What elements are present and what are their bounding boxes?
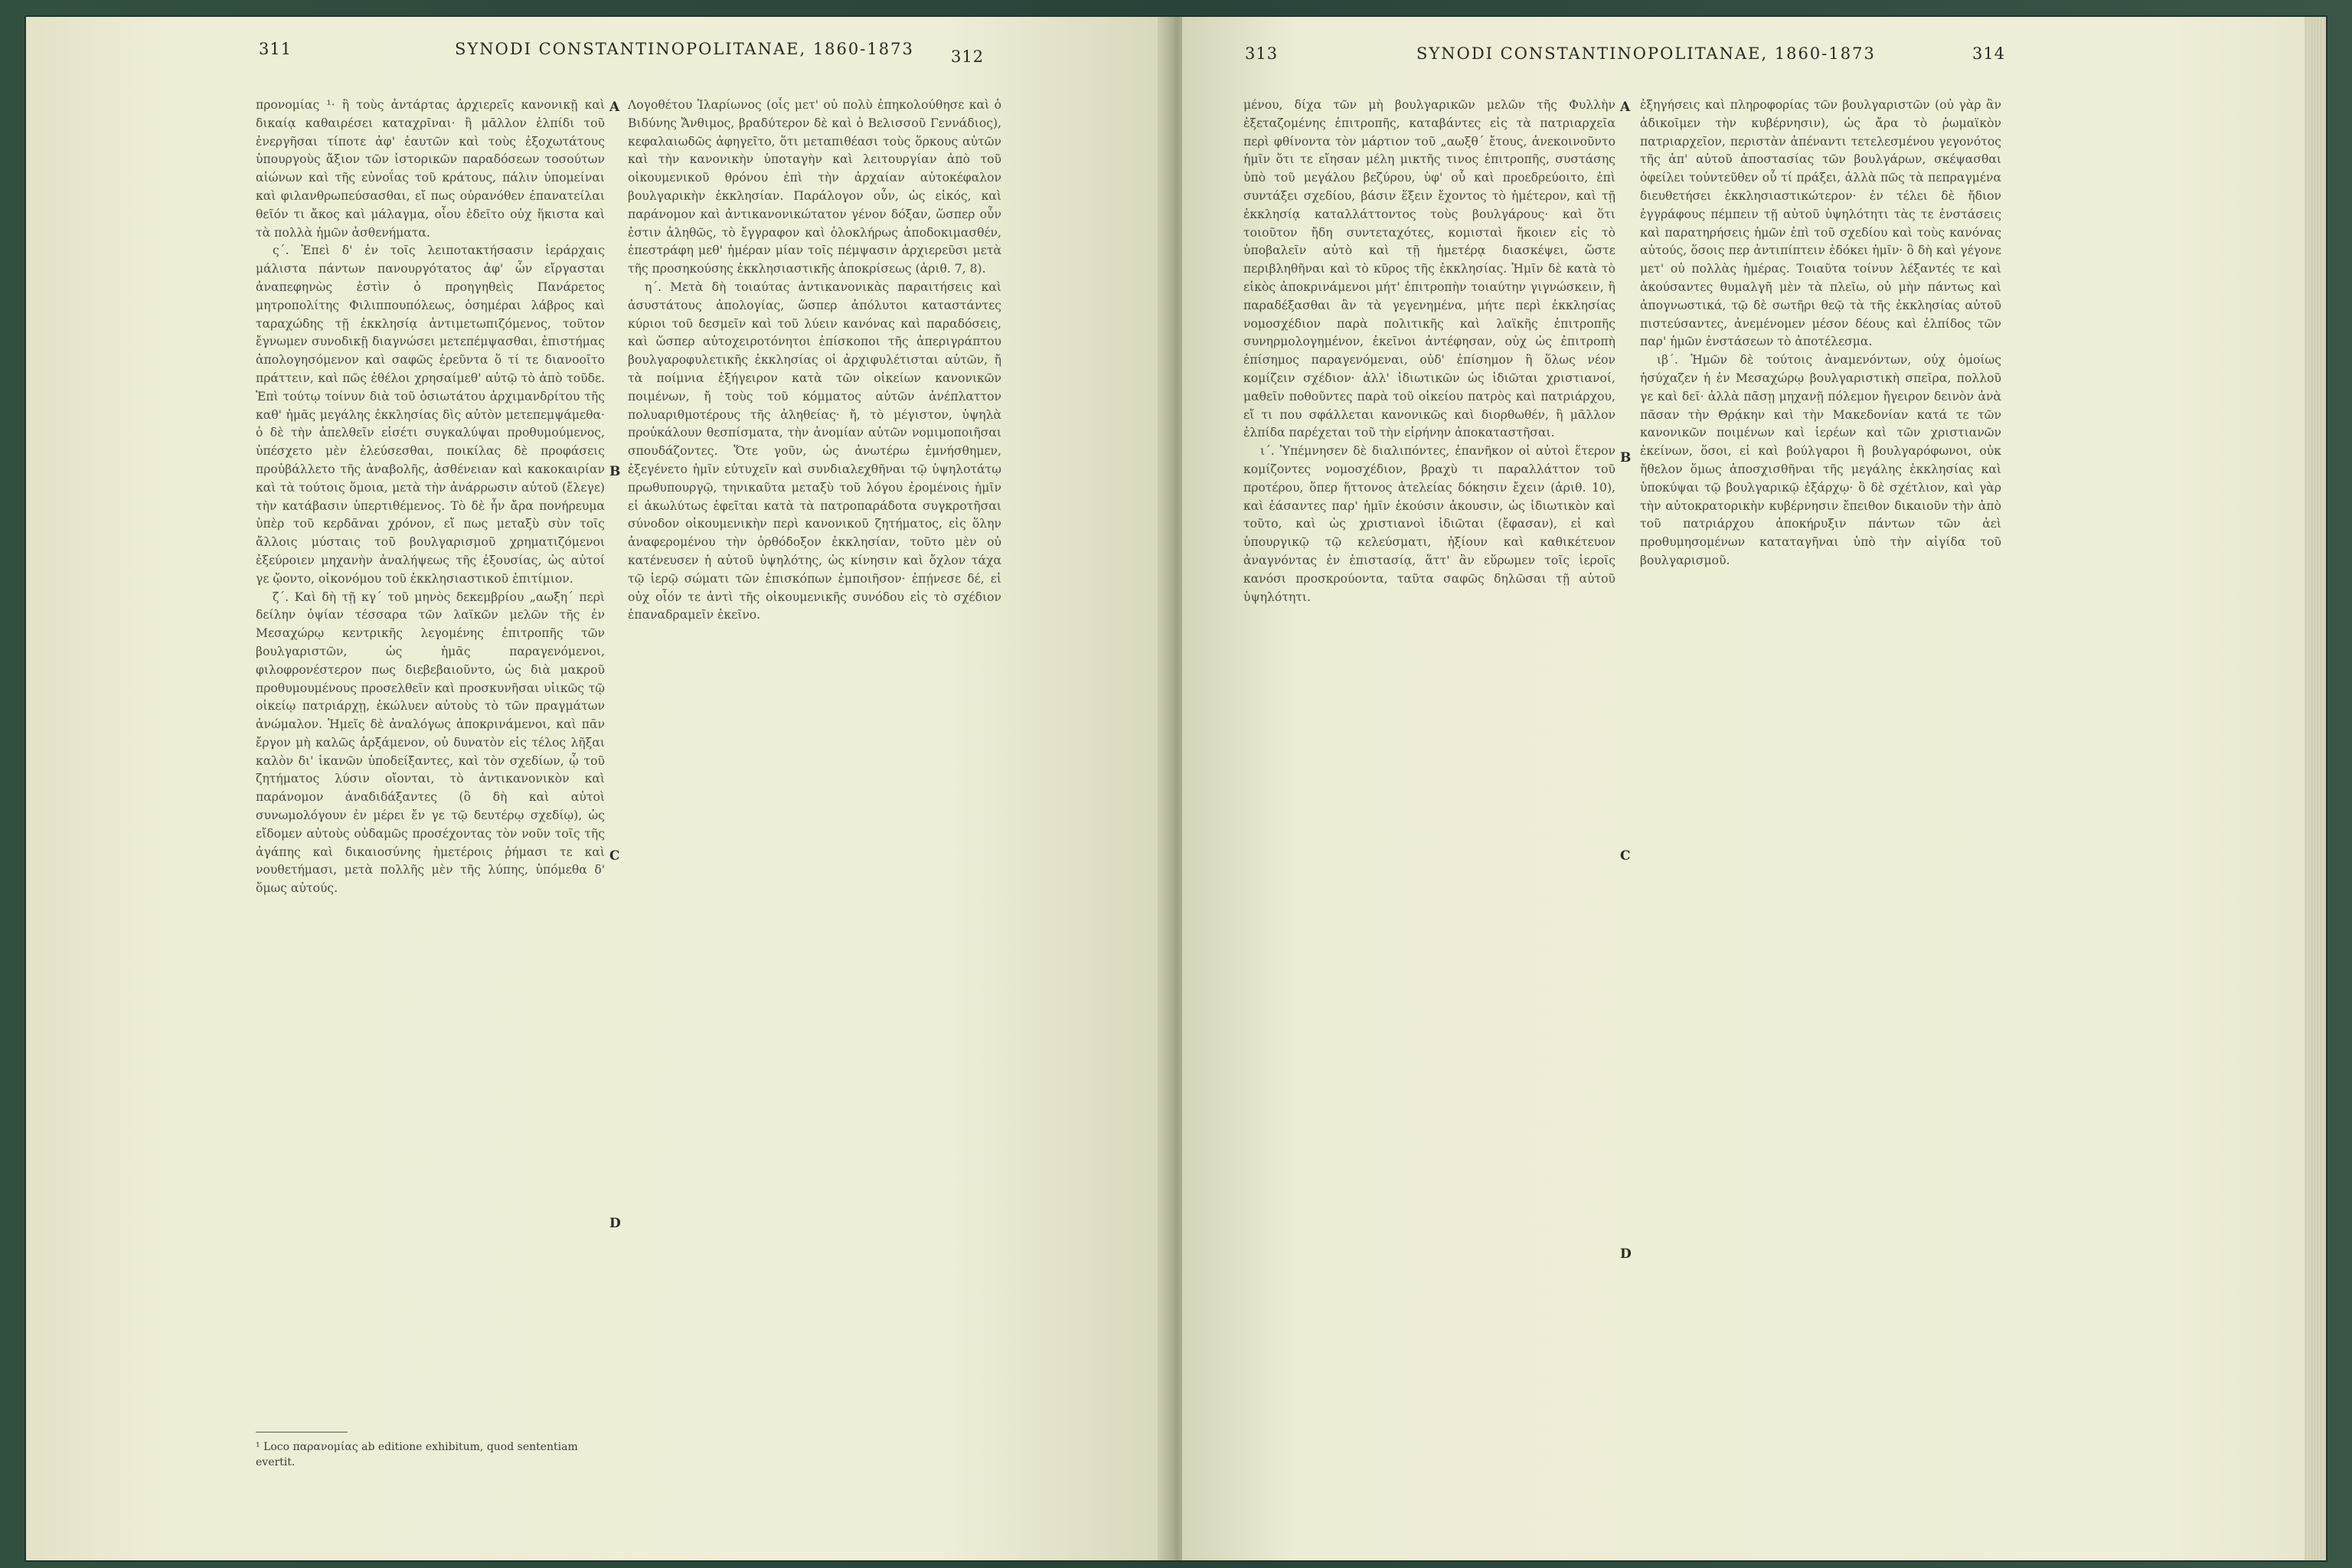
footnote: ¹ Loco παρανομίας ab editione exhibitum, quod sententiam evertit. — [256, 1441, 578, 1468]
paragraph: ς΄. Ἐπεὶ δ' ἐν τοῖς λειποτακτήσασιν ἱεράρχαις μάλιστα πάντων πανουργότατος ἀφ' ὧν εἴργασται ἀναπεφηνὼς ἐστὶν ὁ προηγηθεὶς Πανάρετος μητροπολίτης Φιλιππουπόλεως, ὁσημέραι λάβρος καὶ ταραχώδης τῇ ἐκκλησίᾳ ἀντιμετωπιζόμενος, τοῦτον ἔγνωμεν συνοδικῇ διαγνώσει μετεπέμψασθαι, ἐπιστήμας ἀπολογησόμενον καὶ σαφῶς ἐρεῦντα ὅ τί τε διανοοῖτο πράττειν, καὶ πῶς ἐθέλοι χρησαίμεθ' αὐτῷ τὸ ἀπὸ τοῦδε. Ἐπὶ τούτῳ τοίνυν διὰ τοῦ ὁσιωτάτου ἀρχιμανδρίτου τῆς καθ' ἡμᾶς μεγάλης ἐκκλησίας δὶς αὐτὸν μετεπεμψάμεθα· ὁ δὲ τὴν ἀπελθεῖν εἰσέτι συγκαλύψαι προθυμούμενος, ὑπέσχετο μὲν ἐλεύσεσθαι, ποικίλας δὲ προφάσεις προὐβάλλετο τῆς ἀναβολῆς, ἀσθένειαν καὶ κακοκαιρίαν καὶ τὰ τούτοις ὅμοια, μετὰ τὴν ἀνάρρωσιν αὐτοῦ (ἔλεγε) τὴν κατάβασιν ὑπερτιθέμενος. Τὸ δὲ ἦν ἄρα πονήρευμα ὑπὲρ τοῦ κερδᾶναι χρόνον, εἴ πως μεταξὺ σὺν τοῖς ἄλλοις μύσταις τοῦ βουλγαρισμοῦ χρηματιζόμενοι ἐξεύροιεν μηχανὴν ἀναλήψεως τῆς ἐξουσίας, ὡς αὐτοί γε ᾤοντο, οἰκονόμου τοῦ ἐκκλησιαστικοῦ ἐπιτίμιον. — [256, 243, 605, 586]
margin-letter-b: B — [609, 464, 621, 479]
running-title-right: SYNODI CONSTANTINOPOLITANAE, 1860-1873 — [1416, 44, 1876, 63]
paragraph: ι΄. Ὑπέμνησεν δὲ διαλιπόντες, ἐπανῆκον οἱ αὐτοὶ ἕτερον κομίζοντες νομοσχέδιον, βραχὺ τι παραλλάττον τοῦ προτέρου, ὅπερ ἥττονος ἀτελείας δόκησιν ἔχειν (ἀριθ. 10), καὶ ἐάσαντες παρ' ἡμῖν ἐκούσιν ἀκουσιν, ὡς ἰδιωτικὸν καὶ τοῦτο, καὶ ὡς χριστιανοὶ ἰδιῶται (ἔφασαν), εἰ καὶ ὑπουργικῷ τῷ κελεύσματι, ἠξίουν καὶ καθικέτευον ἀναγνόντας ἐν ἐπιστασίᾳ, ἅττ' ἂν εὕρωμεν τοῖς ἱεροῖς κανόσι προσκρούοντα, ταῦτα σαφῶς δηλῶσαι τῇ αὐτοῦ ὑψηλότητι. — [1243, 444, 1615, 604]
left-column-2 — [628, 96, 1001, 1536]
right-page — [1182, 17, 2326, 1560]
left-page — [26, 17, 1170, 1560]
right-column-2 — [1640, 96, 2001, 1536]
running-title-left: SYNODI CONSTANTINOPOLITANAE, 1860-1873 — [455, 40, 914, 58]
paragraph: ζ΄. Καὶ δὴ τῇ κγ΄ τοῦ μηνὸς δεκεμβρίου „αωξη΄ περὶ δείλην ὀψίαν τέσσαρα τῶν λαϊκῶν μελῶν τῆς ἐν Μεσαχώρῳ κεντρικῆς λεγομένης ἐπιτροπῆς τῶν βουλγαριστῶν, ὡς ἡμᾶς παραγενόμενοι, φιλοφρονέστερον πως διεβεβαιοῦντο, ὡς διὰ μακροῦ προθυμουμένους προσελθεῖν καὶ προσκυνῆσαι υἱικῶς τῷ οἰκείῳ πατριάρχῃ, ἐκώλυεν αὐτοὺς τὸ τῶν πραγμάτων ἀνώμαλον. Ἡμεῖς δὲ ἀναλόγως ἀποκρινάμενοι, καὶ πᾶν ἔργον μὴ καλῶς ἀρξάμενον, οὐ δυνατὸν εἰς τέλος λῆξαι καλὸν δι' ἱκανῶν ὑποδείξαντες, καὶ τὸν σχεδίων, ᾧ τοῦ ζητήματος λύσιν οἴονται, τὸ ἀντικανονικὸν καὶ παράνομον ἀναδιδάξαντες (ὃ δὴ καὶ αὐτοὶ συνωμολόγουν ἐν μέρει ἔν γε τῷ δευτέρῳ σχεδίῳ), ὡς εἴδομεν αὐτοὺς οὐδαμῶς προσέχοντας τὸν νοῦν τοῖς τῆς ἀγάπης καὶ δικαιοσύνης ἡμετέροις ῥήμασι τε καὶ νουθετήμασι, μετὰ πολλῆς μὲν τῆς λύπης, ὑπόμεθα δ' ὅμως αὐτούς. — [256, 590, 605, 896]
left-column-1 — [256, 96, 605, 1426]
paragraph: Λογοθέτου Ἱλαρίωνος (οἷς μετ' οὐ πολὺ ἐπηκολούθησε καὶ ὁ Βιδύνης Ἄνθιμος, βραδύτερον δὲ καὶ ὁ Βελισσοῦ Γεννάδιος), κεφαλαιωδῶς ἀφηγεῖτο, ὅτι μεταπιθέασι τοὺς ὅρκους αὐτῶν καὶ τὴν κανονικὴν ὑποταγὴν καὶ λειτουργίαν ἀπὸ τοῦ οἰκουμενικοῦ θρόνου ἐπὶ τὴν ἀρχαίαν αὐτοκέφαλον βουλγαρικὴν ἐκκλησίαν. Παράλογον οὖν, ὡς εἰκός, καὶ παράνομον καὶ ἀντικανονικώτατον γένον δόξαν, ὥσπερ οὖν ἐστιν ἀληθῶς, τὸ ἔγγραφον καὶ ὁλοκλήρως ἀποδοκιμασθέν, ἐπεστράφη μεθ' ἡμέραν μίαν τοῖς πέμψασιν ἀρχιερεῦσι μετὰ τῆς προσηκούσης ἐκκλησιαστικῆς ἀποκρίσεως (ἀριθ. 7, 8). — [628, 98, 1001, 276]
right-running-head — [1182, 40, 2326, 74]
margin-letter-b: B — [1620, 450, 1632, 466]
margin-letter-c: C — [1620, 848, 1631, 864]
left-running-head — [26, 40, 1170, 74]
paragraph: μένου, δίχα τῶν μὴ βουλγαρικῶν μελῶν τῆς Φυλλὴν ἐξεταζομένης ἐπιτροπῆς, καταβάντες εἰς τὰ πατριαρχεῖα περὶ φθίνοντα τὸν μάρτιον τοῦ „αωξθ΄ ἔτους, ἀνεκοινοῦντο ἡμῖν ὅτι τε εἴησαν μέλη μικτῆς τινος ἐπιτροπῆς, συστάσης ὑπὸ τοῦ μεγάλου βεζύρου, ὑφ' οὗ καὶ προεδρεύοιτο, ἐπὶ συντάξει σχεδίου, βάσιν ἕξειν ἔχοντος τὸ ἡμέτερον, καὶ τῇ ἐκκλησίᾳ καταλλάττοντος τοὺς βουλγάρους· καὶ ὅτι τοιοῦτον ἤδη συντεταχότες, κομισταὶ ἥκοιεν εἰς τὸ ὑποβαλεῖν αὐτὸ καὶ τῇ ἡμετέρᾳ διασκέψει, ὥστε περιβληθῆναι καὶ τὸ κῦρος τῆς ἐκκλησίας. Ἡμῖν δὲ κατὰ τὸ εἰκὸς ἀποκρινάμενοι μήτ' ἐπιτροπὴν τοιαύτην γιγνώσκειν, ἢ παραδέξασθαι ἂν τὰ γεγενημένα, μήτε περὶ ἐκκλησίας νομοσχέδιον παρὰ πολιτικῆς καὶ λαϊκῆς ἐπιτροπῆς συνηρμολογημένον, ἐκεῖνοι ἀντέφησαν, οὐχ ὡς ἐπιτροπὴ ἐπίσημος παραγενόμεναι, οὐδ' ἐπίσημον ἢ ὅλως νέον κομίζειν σχέδιον· ἀλλ' ἰδιωτικῶν ὡς ἰδιῶται χριστιανοί, μαθεῖν ποθοῦντες παρὰ τοῦ οἰκείου πατρὸς καὶ πατριάρχου, εἴ τι που σφάλλεται κανονικῶς καὶ διορθωθέν, ἢ μᾶλλον ἐλπίδα παρέχεται τοῦ τὴν εἰρήνην ἀποκαταστῆσαι. — [1243, 98, 1615, 440]
margin-letter-a: A — [1620, 100, 1631, 115]
open-book — [26, 17, 2326, 1560]
paragraph: προνομίας ¹· ἢ τοὺς ἀντάρτας ἀρχιερεῖς κανονικῇ καὶ δικαίᾳ καθαιρέσει καταχρῖναι· ἢ μᾶλλον ἐλπίδι τοῦ ἐνεργῆσαι τίποτε ἀφ' ἑαυτῶν καὶ τοὺς ἐξοχωτάτους ὑπουργοὺς ἄξιον τῶν ἱστορικῶν παραδόσεων τοσούτων αἰώνων καὶ τῆς εὐνοΐας τοῦ κράτους, πάλιν ὑπομείναι καὶ φιλανθρωπεύσασθαι, εἴ πως οὐρανόθεν ἐπανατείλαι θεῖόν τι ἄκος καὶ μάλαγμα, οἷου ἐδεῖτο οὐχ ἥκιστα καὶ τὰ πολλὰ ἡμῶν ἀσθενήματα. — [256, 98, 605, 240]
margin-letter-c: C — [609, 848, 620, 864]
margin-letter-d: D — [1620, 1246, 1632, 1262]
page-number-314: 314 — [1972, 44, 2006, 63]
margin-letter-a: A — [609, 100, 620, 115]
margin-letter-d: D — [609, 1216, 621, 1231]
right-column-1 — [1243, 96, 1615, 1536]
page-number-313: 313 — [1245, 44, 1279, 63]
page-edges — [2305, 17, 2326, 1560]
paragraph: η΄. Μετὰ δὴ τοιαύτας ἀντικανονικὰς παραιτήσεις καὶ ἀσυστάτους ἀπολογίας, ὥσπερ ἀπόλυτοι καταστάντες κύριοι τοῦ δεσμεῖν καὶ τοῦ λύειν κανόνας καὶ παραδόσεις, καὶ ὥσπερ αὐτοχειροτόνητοι ἐπίσκοποι τῆς ἀπεριγράπτου βουλγαροφυλετικῆς ἐκκλησίας οἱ ἀρχιφυλέτισται αὐτῶν, ἤ τὰ ποίμνια ἐξήγειρον κατὰ τῶν οἰκείων κανονικῶν ποιμένων, ἤ τοὺς τοῦ κόμματος αὐτῶν ἀνέπλαττον πολυαριθμοτέρους τῆς ἀληθείας· ἤ, τὸ μέγιστον, ὑψηλὰ προὐκάλουν θεσπίσματα, τὴν ἀνομίαν αὐτῶν νομιμοποιῆσαι σπουδάζοντες. Ὅτε γοῦν, ὡς ἀνωτέρω ἐμνήσθημεν, ἐξεγένετο ἡμῖν εὐτυχεῖν καὶ συνδιαλεχθῆναι τῷ ὑψηλοτάτῳ πρωθυπουργῷ, τηνικαῦτα μεταξὺ τοῦ λόγου ἐρομένοις ἡμῖν εἰ ἀκωλύτως ἐφεῖται κατὰ τὰ πατροπαράδοτα συγκροτῆσαι σύνοδον οἰκουμενικὴν περὶ κανονικοῦ ζητήματος, εἰς ὅλην ἀναφερομένου τὴν ὀρθόδοξον ἐκκλησίαν, τοῦτο μὲν οὐ κατένευσεν ἡ αὐτοῦ ὑψηλότης, ὡς κίνησιν καὶ ὄχλον τάχα τῷ ἱερῷ σώματι τῶν ἐπισκόπων ἐμποιῆσον· ἐπῄνεσε δέ, εἰ οὐχ οἷόν τε ἀντὶ τῆς οἰκουμενικῆς συνόδου εἰς τὸ σχέδιον ἐπαναδραμεῖν ἐκεῖνο. — [628, 279, 1001, 622]
paragraph: ἐξηγήσεις καὶ πληροφορίας τῶν βουλγαριστῶν (οὐ γὰρ ἂν ἀδικοῖμεν τὴν κυβέρνησιν), ὡς ἄρα τὸ ῥωμαϊκὸν πατριαρχεῖον, περιστὰν ἀπέναντι τετελεσμένου γεγονότος τῆς ἀπ' αὐτοῦ ἀποστασίας τῶν βουλγάρων, σκέψασθαι ὀφείλει τοὐντεῦθεν οὗ τί πράξει, ἀλλὰ πῶς τὰ πεπραγμένα διευθετήσει ἐκκλησιαστικώτερον· ἐν τέλει δὲ ἤδιον ἐγγράφους πέμπειν τῇ αὐτοῦ ὑψηλότητι τὰς τε ἐνστάσεις καὶ παρατηρήσεις ἡμῶν ἐπὶ τοῦ σχεδίου καὶ τοὺς κανόνας αὐτούς, ὅσοις περ ἀντιπίπτειν ἐδόκει ἡμῖν· ὃ δὴ καὶ γέγονε μετ' οὐ πολλὰς ἡμέρας. Τοιαῦτα τοίνυν λέξαντές τε καὶ ἀκούσαντες θυμαλγῆ μὲν τὰ πλεῖω, οὐ μὴν πάντως καὶ ἀπογνωστικά, τῷ δὲ σωτῆρι θεῷ τὰ τῆς ἐκκλησίας αὐτοῦ πιστεύσαντες, ἀνεμένομεν μέσον δέους καὶ ἐλπίδος τῶν παρ' ἡμῶν ἐνστάσεων τὸ ἀποτέλεσμα. — [1640, 98, 2001, 349]
page-number-312: 312 — [951, 47, 985, 66]
page-number-311: 311 — [259, 40, 292, 58]
paragraph: ιβ΄. Ἡμῶν δὲ τούτοις ἀναμενόντων, οὐχ ὁμοίως ἡσύχαζεν ἡ ἐν Μεσαχώρῳ βουλγαριστικὴ σπεῖρα, πολλοῦ γε καὶ δεῖ· ἀλλὰ πᾶσῃ μηχανῇ πόλεμον ἤγειρον δεινὸν ἀνὰ πᾶσαν τὴν Θρᾴκην καὶ τὴν Μακεδονίαν κατά τε τῶν κανονικῶν ποιμένων καὶ ἱερέων καὶ τῶν χριστιανῶν ἐκείνων, ὅσοι, εἰ καὶ βούλγαροι ἢ βουλγαρόφωνοι, οὐκ ἤθελον ὅμως ἀποσχισθῆναι τῆς μεγάλης ἐκκλησίας καὶ ὑποκύψαι τῷ βουλγαρικῷ ἐξάρχῳ· ὃ δὲ σχέτλιον, καὶ γὰρ τὴν αὐτοκρατορικὴν κυβέρνησιν ἔπειθον δικαιοῦν τὴν ἀπὸ τοῦ πατριάρχου ἀποκήρυξιν πάντων τῶν ἀεὶ προθυμησομένων καταταγῆναι ὑπὸ τὴν αἰγίδα τοῦ βουλγαρισμοῦ. — [1640, 353, 2001, 567]
